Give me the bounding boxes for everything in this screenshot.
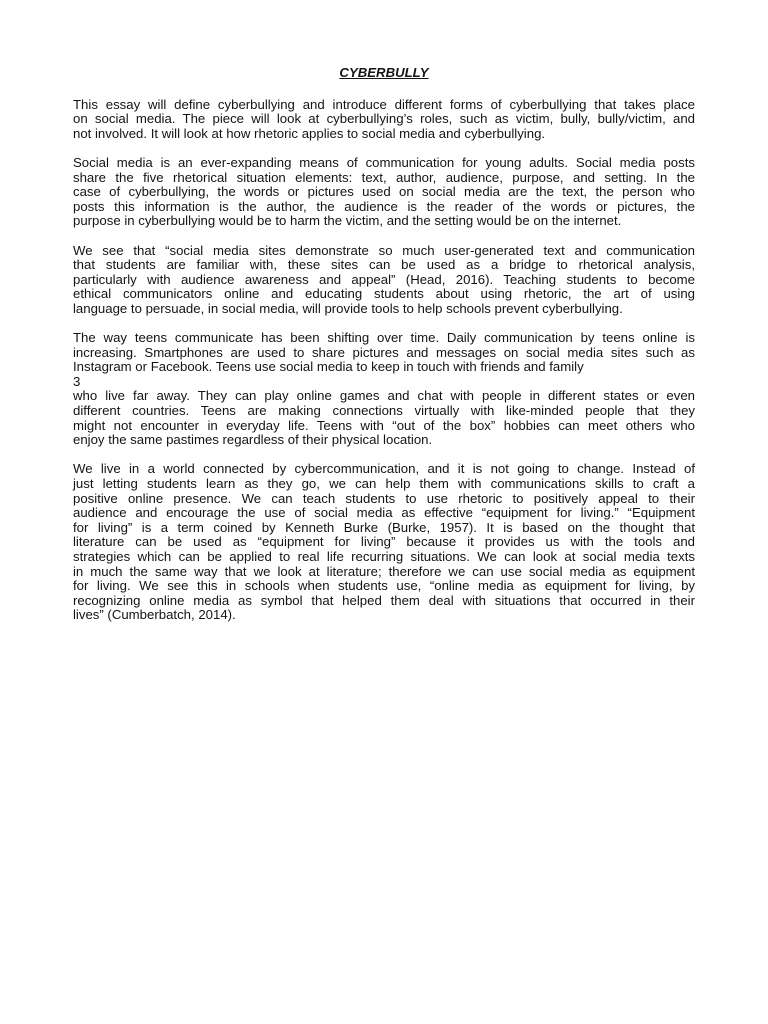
text-line: share the five rhetorical situation elements: text, author, audience, purpose, and setting. In the bbox=[73, 169, 695, 185]
text-line: might not encounter in everyday life. Teens with “out of the box” hobbies can meet others who bbox=[73, 417, 695, 433]
text-line: Social media is an ever-expanding means of communication for young adults. Social media posts bbox=[73, 154, 695, 170]
text-line: not involved. It will look at how rhetoric applies to social media and cyberbullying. bbox=[73, 125, 546, 141]
text-line: case of cyberbullying, the words or pictures used on social media are the text, the person who bbox=[73, 184, 695, 200]
text-line: increasing. Smartphones are used to share pictures and messages on social media sites such as bbox=[73, 344, 695, 360]
text-line: in much the same way that we look at literature; therefore we can use social media as equipment bbox=[73, 563, 695, 579]
text-line: who live far away. They can play online games and chat with people in different states or even bbox=[73, 388, 695, 404]
text-line: Instagram or Facebook. Teens use social media to keep in touch with friends and family bbox=[73, 359, 584, 375]
text-line: We see that “social media sites demonstrate so much user-generated text and communication bbox=[73, 242, 695, 258]
text-line: just letting students learn as they go, we can help them with communications skills to craft a bbox=[73, 476, 695, 492]
text-line: lives” (Cumberbatch, 2014). bbox=[73, 607, 236, 623]
text-line: ethical communicators online and educating students about using rhetoric, the art of using bbox=[73, 286, 695, 302]
text-line: We live in a world connected by cybercommunication, and it is not going to change. Instead of bbox=[73, 461, 695, 477]
paragraph bbox=[73, 98, 695, 142]
page-number: 3 bbox=[73, 373, 81, 389]
document-page bbox=[73, 66, 695, 638]
paragraph bbox=[73, 462, 695, 623]
text-line: for living” is a term coined by Kenneth Burke (Burke, 1957). It is based on the thought that bbox=[73, 519, 695, 535]
text-line: posts this information is the author, the audience is the reader of the words or pictures, the bbox=[73, 198, 695, 214]
text-line: that students are familiar with, these sites can be used as a bridge to rhetorical analysis, bbox=[73, 257, 695, 273]
text-line: positive online presence. We can teach students to use rhetoric to positively appeal to their bbox=[73, 490, 695, 506]
text-line: on social media. The piece will look at cyberbullying’s roles, such as victim, bully, bully/victim, and bbox=[73, 111, 695, 127]
text-line: strategies which can be applied to real life recurring situations. We can look at social media texts bbox=[73, 549, 695, 564]
document-body bbox=[73, 98, 695, 623]
text-line: The way teens communicate has been shifting over time. Daily communication by teens online is bbox=[73, 330, 695, 346]
paragraph bbox=[73, 244, 695, 317]
text-line: purpose in cyberbullying would be to harm the victim, and the setting would be on the internet. bbox=[73, 213, 622, 229]
text-line: different countries. Teens are making connections virtually with like-minded people that they bbox=[73, 403, 695, 419]
text-line: literature can be used as “equipment for living” because it provides us with the tools and bbox=[73, 534, 695, 550]
paragraph bbox=[73, 331, 695, 448]
text-line: audience and encourage the use of social media as effective “equipment for living.” “Equipment bbox=[73, 505, 695, 521]
text-line: This essay will define cyberbullying and introduce different forms of cyberbullying that takes place bbox=[73, 96, 695, 112]
text-line: recognizing online media as symbol that helped them deal with situations that occurred in their bbox=[73, 592, 695, 608]
paragraph bbox=[73, 156, 695, 229]
text-line: particularly with audience awareness and appeal” (Head, 2016). Teaching students to become bbox=[73, 271, 695, 287]
text-line: enjoy the same pastimes regardless of their physical location. bbox=[73, 432, 433, 448]
text-line: language to persuade, in social media, will provide tools to help schools prevent cyberbullying. bbox=[73, 300, 623, 316]
document-title: CYBERBULLY bbox=[339, 65, 429, 80]
text-line: for living. We see this in schools when students use, “online media as equipment for living, by bbox=[73, 578, 695, 594]
